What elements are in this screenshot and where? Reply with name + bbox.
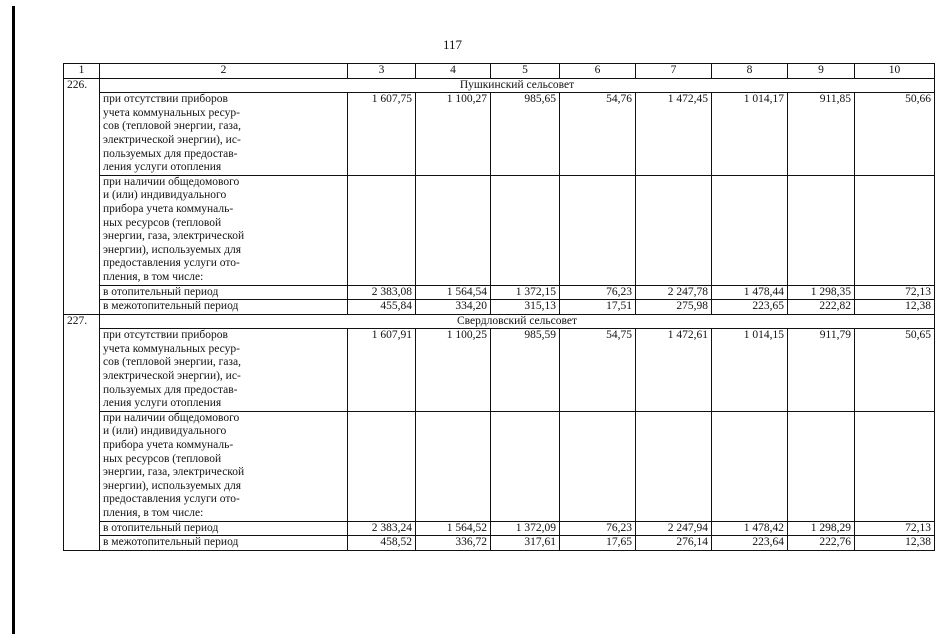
value-cell-col-6: 76,23	[560, 521, 636, 536]
value-cell-col-5: 1 372,15	[491, 285, 560, 300]
value-cell-col-5: 985,65	[491, 93, 560, 176]
description-line: электрической энергии), ис-	[103, 133, 241, 146]
scan-border-line	[12, 6, 15, 634]
value-cell-col-9: 222,76	[788, 536, 855, 551]
description-line: прибора учета коммуналь-	[103, 202, 234, 215]
description-line: сов (тепловой энергии, газа,	[103, 356, 241, 369]
column-header-7: 7	[636, 64, 712, 79]
description-line: энергии, газа, электрической	[103, 466, 245, 479]
value-cell-col-4: 1 100,25	[416, 329, 491, 412]
description-line: пользуемых для предостав-	[103, 147, 238, 160]
value-cell-col-8: 1 478,42	[712, 521, 788, 536]
value-cell-col-4: 334,20	[416, 300, 491, 315]
value-cell-col-7: 1 472,45	[636, 93, 712, 176]
description-line: пления, в том числе:	[103, 270, 204, 283]
section-number: 226.	[64, 78, 100, 314]
section-title-row	[64, 78, 935, 93]
description-line: энергии), используемых для	[103, 479, 242, 492]
value-cell-col-6	[560, 175, 636, 285]
column-header-8: 8	[712, 64, 788, 79]
value-cell-col-7: 2 247,94	[636, 521, 712, 536]
header-row	[64, 64, 935, 79]
value-cell-col-10: 50,65	[855, 329, 935, 412]
value-cell-col-9: 911,85	[788, 93, 855, 176]
column-header-5: 5	[491, 64, 560, 79]
description-line: и (или) индивидуального	[103, 189, 227, 202]
value-cell-col-8	[712, 175, 788, 285]
description-line: сов (тепловой энергии, газа,	[103, 120, 241, 133]
value-cell-col-6	[560, 411, 636, 521]
section-title: Свердловский сельсовет	[100, 314, 935, 329]
value-cell-col-5	[491, 175, 560, 285]
tariff-table	[63, 63, 935, 551]
value-cell-col-9: 911,79	[788, 329, 855, 412]
table-row	[64, 175, 935, 285]
value-cell-col-8	[712, 411, 788, 521]
value-cell-col-8: 223,64	[712, 536, 788, 551]
description-line: электрической энергии), ис-	[103, 370, 241, 383]
value-cell-col-4: 1 100,27	[416, 93, 491, 176]
table-row	[64, 93, 935, 176]
value-cell-col-8: 1 478,44	[712, 285, 788, 300]
description-line: ления услуги отопления	[103, 397, 222, 410]
value-cell-col-10: 12,38	[855, 536, 935, 551]
column-header-2: 2	[100, 64, 348, 79]
value-cell-col-3: 2 383,08	[348, 285, 416, 300]
value-cell-col-6: 17,65	[560, 536, 636, 551]
value-cell-col-10	[855, 411, 935, 521]
table-row	[64, 285, 935, 300]
value-cell-col-5: 985,59	[491, 329, 560, 412]
description-line: в межотопительный период	[103, 536, 239, 549]
table-row	[64, 411, 935, 521]
row-description	[100, 285, 348, 300]
row-description	[100, 300, 348, 315]
description-line: пления, в том числе:	[103, 507, 204, 519]
value-cell-col-6: 54,76	[560, 93, 636, 176]
page-number: 117	[442, 37, 463, 52]
value-cell-col-9	[788, 175, 855, 285]
value-cell-col-9: 1 298,29	[788, 521, 855, 536]
value-cell-col-7: 1 472,61	[636, 329, 712, 412]
column-header-6: 6	[560, 64, 636, 79]
description-line: при наличии общедомового	[103, 175, 240, 188]
value-cell-col-5: 317,61	[491, 536, 560, 551]
section-title: Пушкинский сельсовет	[100, 78, 935, 93]
description-line: учета коммунальных ресур-	[103, 342, 240, 355]
value-cell-col-6: 17,51	[560, 300, 636, 315]
description-line: предоставления услуги ото-	[103, 493, 240, 506]
row-description	[100, 536, 348, 551]
value-cell-col-5	[491, 411, 560, 521]
description-line: в межотопительный период	[103, 300, 239, 313]
value-cell-col-3: 458,52	[348, 536, 416, 551]
row-description	[100, 175, 348, 285]
description-line: в отопительный период	[103, 285, 219, 298]
value-cell-col-10	[855, 175, 935, 285]
description-line: ных ресурсов (тепловой	[103, 452, 222, 465]
description-line: учета коммунальных ресур-	[103, 106, 240, 119]
column-header-10: 10	[855, 64, 935, 79]
description-line: в отопительный период	[103, 521, 219, 534]
column-header-1: 1	[64, 64, 100, 79]
value-cell-col-3	[348, 175, 416, 285]
description-line: энергии), используемых для	[103, 243, 242, 256]
value-cell-col-7	[636, 175, 712, 285]
value-cell-col-5: 315,13	[491, 300, 560, 315]
value-cell-col-7: 275,98	[636, 300, 712, 315]
description-line: энергии, газа, электрической	[103, 230, 245, 243]
value-cell-col-6: 54,75	[560, 329, 636, 412]
value-cell-col-4: 1 564,54	[416, 285, 491, 300]
table-row	[64, 536, 935, 551]
value-cell-col-10: 72,13	[855, 521, 935, 536]
table-row	[64, 300, 935, 315]
table-row	[64, 521, 935, 536]
value-cell-col-10: 12,38	[855, 300, 935, 315]
value-cell-col-9: 1 298,35	[788, 285, 855, 300]
value-cell-col-4: 1 564,52	[416, 521, 491, 536]
value-cell-col-4	[416, 411, 491, 521]
description-line: при наличии общедомового	[103, 411, 240, 424]
column-header-3: 3	[348, 64, 416, 79]
row-description	[100, 411, 348, 521]
value-cell-col-3: 455,84	[348, 300, 416, 315]
row-description	[100, 93, 348, 176]
value-cell-col-5: 1 372,09	[491, 521, 560, 536]
value-cell-col-3: 1 607,91	[348, 329, 416, 412]
value-cell-col-10: 50,66	[855, 93, 935, 176]
value-cell-col-8: 223,65	[712, 300, 788, 315]
section-title-row	[64, 314, 935, 329]
column-header-4: 4	[416, 64, 491, 79]
value-cell-col-3	[348, 411, 416, 521]
value-cell-col-7: 276,14	[636, 536, 712, 551]
value-cell-col-10: 72,13	[855, 285, 935, 300]
section-number: 227.	[64, 314, 100, 550]
value-cell-col-4: 336,72	[416, 536, 491, 551]
value-cell-col-3: 1 607,75	[348, 93, 416, 176]
row-description	[100, 329, 348, 412]
description-line: при отсутствии приборов	[103, 93, 228, 106]
value-cell-col-8: 1 014,15	[712, 329, 788, 412]
value-cell-col-7: 2 247,78	[636, 285, 712, 300]
value-cell-col-4	[416, 175, 491, 285]
description-line: предоставления услуги ото-	[103, 257, 240, 270]
description-line: и (или) индивидуального	[103, 425, 227, 438]
description-line: ления услуги отопления	[103, 161, 222, 174]
value-cell-col-9	[788, 411, 855, 521]
description-line: пользуемых для предостав-	[103, 383, 238, 396]
description-line: прибора учета коммуналь-	[103, 439, 234, 452]
value-cell-col-6: 76,23	[560, 285, 636, 300]
column-header-9: 9	[788, 64, 855, 79]
value-cell-col-8: 1 014,17	[712, 93, 788, 176]
row-description	[100, 521, 348, 536]
table-row	[64, 329, 935, 412]
value-cell-col-3: 2 383,24	[348, 521, 416, 536]
value-cell-col-7	[636, 411, 712, 521]
description-line: при отсутствии приборов	[103, 329, 228, 342]
value-cell-col-9: 222,82	[788, 300, 855, 315]
description-line: ных ресурсов (тепловой	[103, 216, 222, 229]
